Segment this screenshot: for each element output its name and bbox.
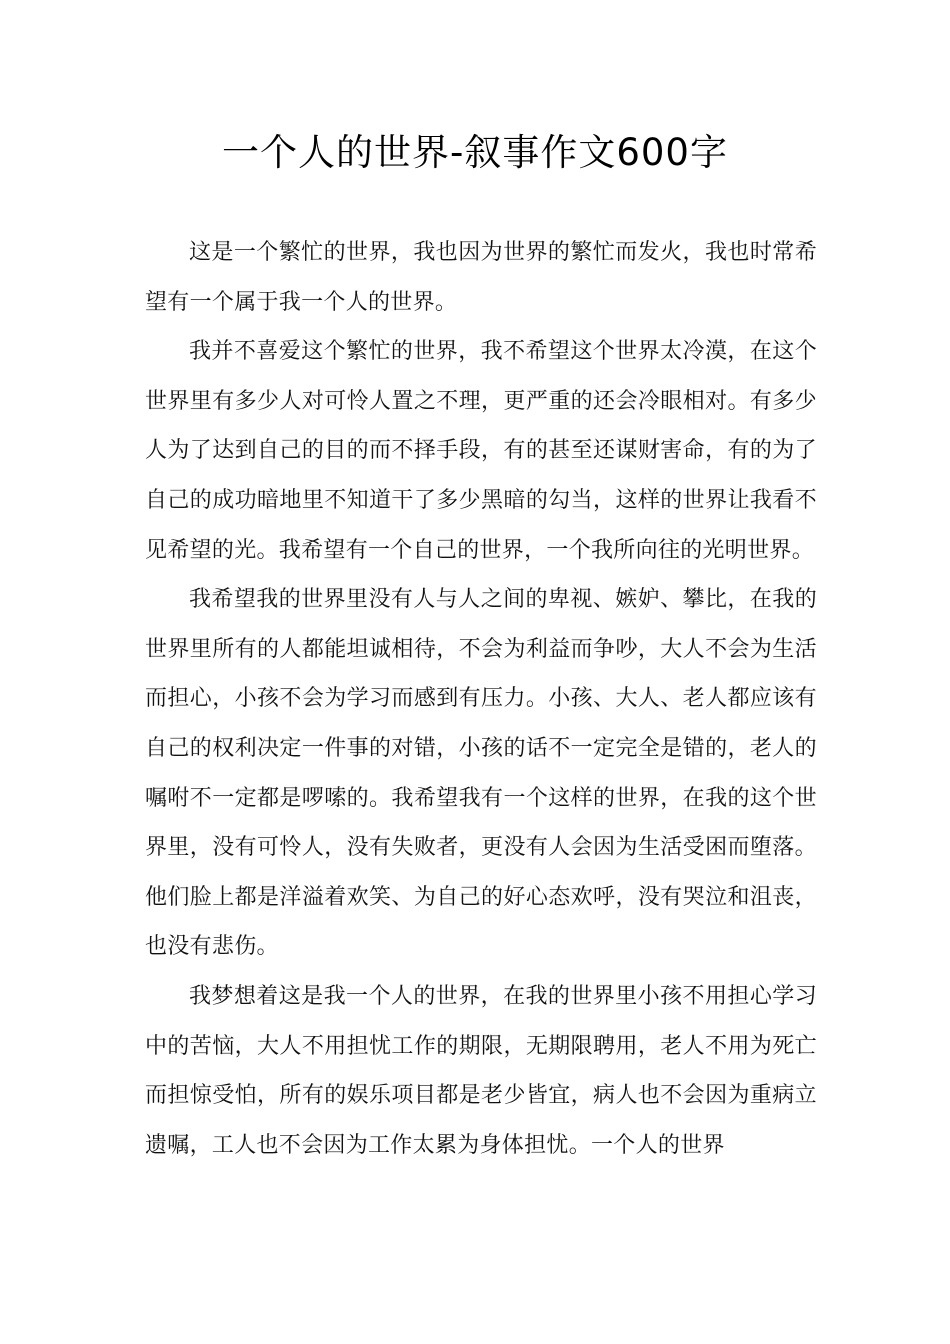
paragraph-3: 我希望我的世界里没有人与人之间的卑视、嫉妒、攀比，在我的世界里所有的人都能坦诚相待，不会为利益而争吵，大人不会为生活而担心，小孩不会为学习而感到有压力。小孩、大人、老人都应该有自己的权利决定一件事的对错，小孩的话不一定完全是错的，老人的嘱咐不一定都是啰嗦的。我希望我有一个这样的世界，在我的这个世界里，没有可怜人，没有失败者，更没有人会因为生活受困而堕落。他们脸上都是洋溢着欢笑、为自己的好心态欢呼，没有哭泣和沮丧，也没有悲伤。 [145,587,817,960]
document-title: 一个人的世界-叙事作文600字 [222,131,728,174]
paragraph-1: 这是一个繁忙的世界，我也因为世界的繁忙而发火，我也时常希望有一个属于我一个人的世界。 [145,240,817,315]
document-body [145,228,817,1170]
paragraph-2: 我并不喜爱这个繁忙的世界，我不希望这个世界太冷漠，在这个世界里有多少人对可怜人置之不理，更严重的还会冷眼相对。有多少人为了达到自己的目的而不择手段，有的甚至还谋财害命，有的为了自己的成功暗地里不知道干了多少黑暗的勾当，这样的世界让我看不见希望的光。我希望有一个自己的世界，一个我所向往的光明世界。 [145,339,817,563]
paragraph-4: 我梦想着这是我一个人的世界，在我的世界里小孩不用担心学习中的苦恼，大人不用担忧工作的期限，无期限聘用，老人不用为死亡而担惊受怕，所有的娱乐项目都是老少皆宜，病人也不会因为重病立遗嘱，工人也不会因为工作太累为身体担忧。一个人的世界 [145,983,817,1158]
